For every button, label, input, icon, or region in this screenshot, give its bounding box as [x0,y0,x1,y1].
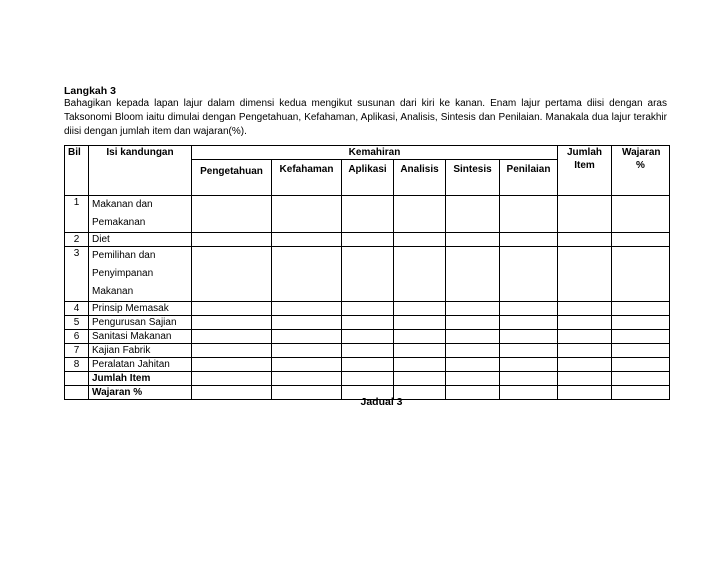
cell [394,330,446,344]
table-row [65,302,670,316]
cell [342,196,394,233]
cell [272,196,342,233]
cell [500,372,558,386]
row-topic: Pengurusan Sajian [89,316,192,330]
cell [446,196,500,233]
cell [342,302,394,316]
instruction-paragraph: Bahagikan kepada lapan lajur dalam dimensi kedua mengikut susunan dari kiri ke kanan. Enam lajur pertama diisi dengan aras Taksonomi Bloom iaitu dimulai dengan Pengetahuan, Kefahaman, Aplikasi, Analisis, Sintesis dan Penilaian. Manakala dua lajur terakhir diisi dengan jumlah item dan wajaran(%). [64,98,667,137]
cell [500,233,558,247]
cell [558,372,612,386]
cell [446,358,500,372]
cell [446,302,500,316]
cell [612,344,670,358]
cell [272,302,342,316]
cell [558,196,612,233]
cell [612,316,670,330]
cell [342,372,394,386]
cell [446,330,500,344]
cell [192,302,272,316]
cell [558,233,612,247]
row-number: 2 [65,233,89,247]
table-row [65,196,670,233]
cell [272,358,342,372]
row-number: 4 [65,302,89,316]
row-number: 8 [65,358,89,372]
table-row [65,358,670,372]
cell [192,316,272,330]
cell [394,233,446,247]
cell [342,316,394,330]
header-pengetahuan: Pengetahuan [192,160,272,196]
cell [446,344,500,358]
table-row [65,344,670,358]
cell [394,372,446,386]
cell [342,247,394,302]
header-isi-kandungan: Isi kandungan [89,146,192,196]
cell [272,316,342,330]
header-wajaran: Wajaran % [612,146,670,196]
cell [612,247,670,302]
cell [612,196,670,233]
header-aplikasi: Aplikasi [342,160,394,196]
cell [500,316,558,330]
cell [394,196,446,233]
cell [272,372,342,386]
cell [342,330,394,344]
cell [612,233,670,247]
row-number: 5 [65,316,89,330]
step-heading: Langkah 3 [64,85,116,97]
row-number: 3 [65,247,89,302]
cell [65,372,89,386]
cell [558,316,612,330]
cell [192,372,272,386]
header-kemahiran: Kemahiran [192,146,558,160]
header-sintesis: Sintesis [446,160,500,196]
table-caption: Jadual 3 [360,396,403,408]
cell [394,344,446,358]
header-kefahaman: Kefahaman [272,160,342,196]
cell [192,358,272,372]
cell [558,302,612,316]
cell [500,358,558,372]
cell [612,372,670,386]
row-number: 1 [65,196,89,233]
cell [446,247,500,302]
cell [558,330,612,344]
cell [446,372,500,386]
cell [192,196,272,233]
cell [394,302,446,316]
cell [394,316,446,330]
footer-label-wajaran: Wajaran % [89,386,192,400]
cell [272,247,342,302]
cell [500,344,558,358]
specification-table [64,145,670,400]
header-bil: Bil [65,146,89,196]
footer-row-jumlah [65,372,670,386]
cell [500,196,558,233]
cell [500,302,558,316]
row-topic: Peralatan Jahitan [89,358,192,372]
cell [192,247,272,302]
cell [394,358,446,372]
header-analisis: Analisis [394,160,446,196]
table-row [65,247,670,302]
cell [342,233,394,247]
table-row [65,330,670,344]
cell [192,330,272,344]
cell [272,233,342,247]
cell [612,358,670,372]
row-topic: Makanan dan Pemakanan [89,196,192,233]
cell [446,316,500,330]
cell [394,247,446,302]
cell [446,233,500,247]
table-row [65,233,670,247]
table-row [65,316,670,330]
cell [612,330,670,344]
cell [272,330,342,344]
cell [558,344,612,358]
row-number: 7 [65,344,89,358]
cell [342,358,394,372]
header-row-1 [65,146,670,160]
cell [192,233,272,247]
cell [500,330,558,344]
header-jumlah-item: Jumlah Item [558,146,612,196]
cell [612,302,670,316]
row-topic: Kajian Fabrik [89,344,192,358]
cell [272,344,342,358]
row-number: 6 [65,330,89,344]
cell [558,247,612,302]
row-topic: Sanitasi Makanan [89,330,192,344]
row-topic: Prinsip Memasak [89,302,192,316]
cell [500,247,558,302]
cell [192,344,272,358]
footer-label-jumlah: Jumlah Item [89,372,192,386]
row-topic: Pemilihan dan Penyimpanan Makanan [89,247,192,302]
cell [558,358,612,372]
header-penilaian: Penilaian [500,160,558,196]
row-topic: Diet [89,233,192,247]
cell [342,344,394,358]
